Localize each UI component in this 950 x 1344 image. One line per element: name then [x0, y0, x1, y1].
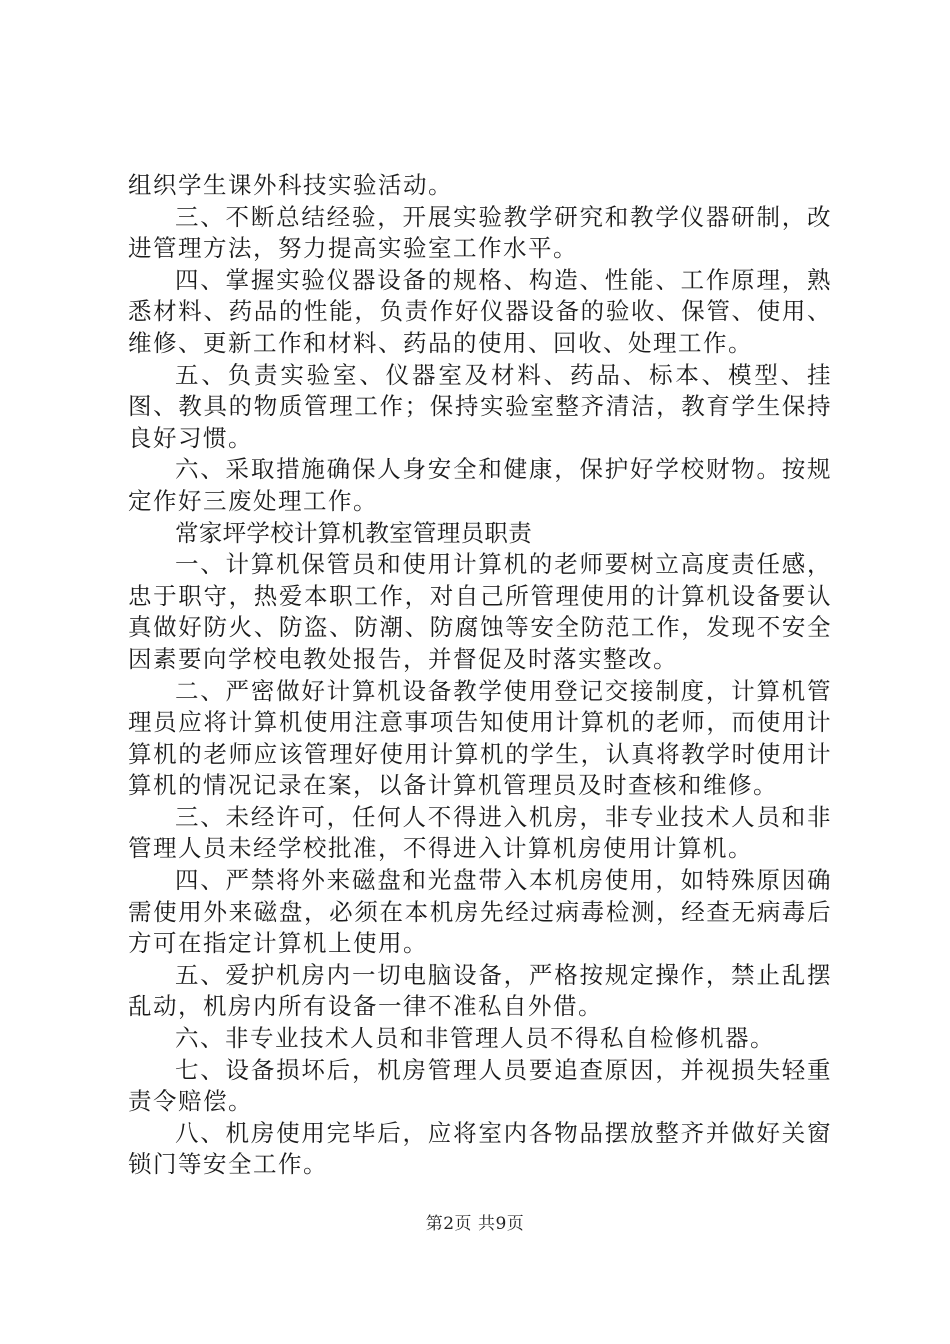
- paragraph-computer-item-2: 二、严密做好计算机设备教学使用登记交接制度，计算机管理员应将计算机使用注意事项告知使用计算机的老师，而使用计算机的老师应该管理好使用计算机的学生，认真将教学时使用计算机的情况记录在案，以备计算机管理员及时查核和维修。: [128, 676, 832, 800]
- paragraph-computer-item-5: 五、爱护机房内一切电脑设备，严格按规定操作，禁止乱摆乱动，机房内所有设备一律不准私自外借。: [128, 960, 832, 1021]
- paragraph-continuation: 组织学生课外科技实验活动。: [128, 171, 453, 199]
- paragraph-computer-item-7: 七、设备损坏后，机房管理人员要追查原因，并视损失轻重责令赔偿。: [128, 1055, 832, 1116]
- paragraph-computer-item-3: 三、未经许可，任何人不得进入机房，非专业技术人员和非管理人员未经学校批准，不得进入计算机房使用计算机。: [128, 802, 832, 863]
- paragraph-lab-item-6: 六、采取措施确保人身安全和健康，保护好学校财物。按规定作好三废处理工作。: [128, 455, 832, 515]
- paragraph-computer-item-4: 四、严禁将外来磁盘和光盘带入本机房使用，如特殊原因确需使用外来磁盘，必须在本机房先经过病毒检测，经查无病毒后方可在指定计算机上使用。: [128, 866, 832, 958]
- paragraph-lab-item-4: 四、掌握实验仪器设备的规格、构造、性能、工作原理，熟悉材料、药品的性能，负责作好仪器设备的验收、保管、使用、维修、更新工作和材料、药品的使用、回收、处理工作。: [128, 265, 832, 357]
- page-number-footer: 第2页 共9页: [425, 1214, 525, 1234]
- document-body: [128, 170, 832, 1181]
- paragraph-computer-item-1: 一、计算机保管员和使用计算机的老师要树立高度责任感，忠于职守，热爱本职工作，对自己所管理使用的计算机设备要认真做好防火、防盗、防潮、防腐蚀等安全防范工作，发现不安全因素要向学校电教处报告，并督促及时落实整改。: [128, 550, 832, 673]
- paragraph-lab-item-3: 三、不断总结经验，开展实验教学研究和教学仪器研制，改进管理方法，努力提高实验室工作水平。: [128, 202, 832, 263]
- paragraph-computer-item-8: 八、机房使用完毕后，应将室内各物品摆放整齐并做好关窗锁门等安全工作。: [128, 1118, 832, 1179]
- section-heading: 常家坪学校计算机教室管理员职责: [175, 518, 532, 547]
- paragraph-lab-item-5: 五、负责实验室、仪器室及材料、药品、标本、模型、挂图、教具的物质管理工作；保持实验室整齐清洁，教育学生保持良好习惯。: [128, 360, 832, 452]
- paragraph-computer-item-6: 六、非专业技术人员和非管理人员不得私自检修机器。: [175, 1024, 775, 1053]
